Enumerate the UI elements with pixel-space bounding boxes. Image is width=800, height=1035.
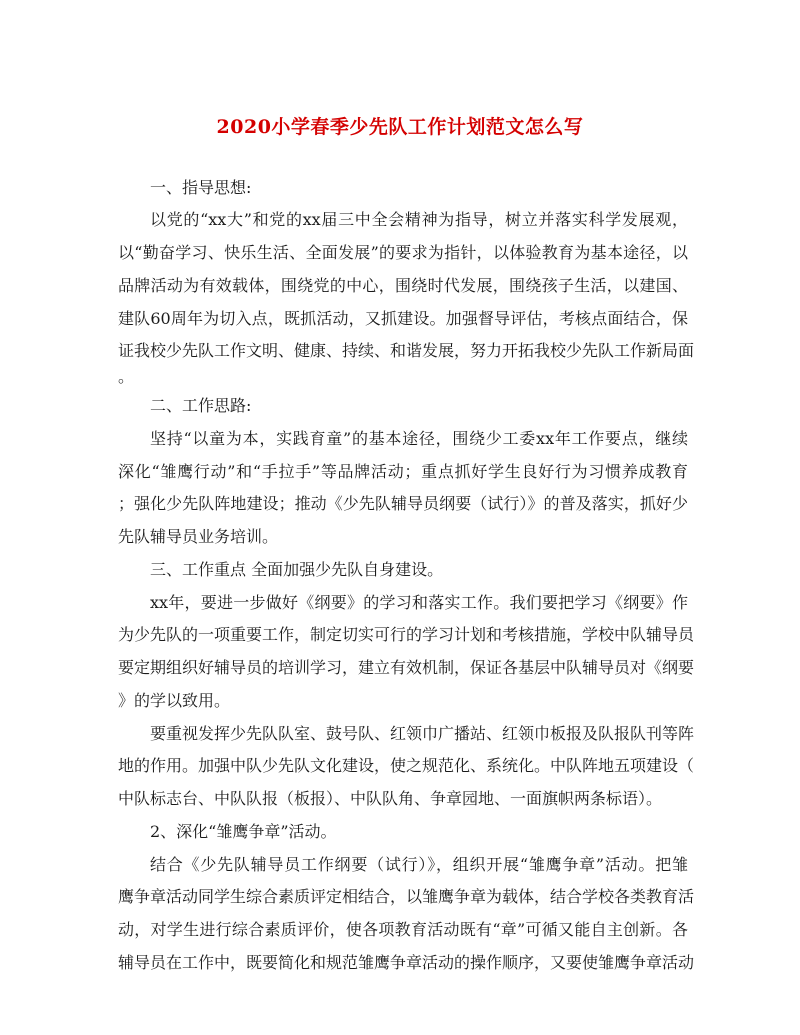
paragraph-line: 以“勤奋学习、快乐生活、全面发展”的要求为指针，以体验教育为基本途径，以 [118,243,688,262]
paragraph-line: 深化“雏鹰行动”和“手拉手”等品牌活动；重点抓好学生良好行为习惯养成教育 [118,462,688,481]
paragraph-line: 坚持“以童为本，实践育童”的基本途径，围绕少工委xx年工作要点，继续 [150,429,688,448]
document-title: 2020小学春季少先队工作计划范文怎么写 [216,116,584,138]
section-heading-2: 二、工作思路: [150,396,252,415]
paragraph-line: xx年，要进一步做好《纲要》的学习和落实工作。我们要把学习《纲要》作 [150,593,688,612]
paragraph-line: 动，对学生进行综合素质评价，使各项教育活动既有“章”可循又能自主创新。各 [118,920,688,939]
paragraph-line: 地的作用。加强中队少先队文化建设，使之规范化、系统化。中队阵地五项建设（ [118,756,695,775]
paragraph-line: 要定期组织好辅导员的培训学习，建立有效机制，保证各基层中队辅导员对《纲要 [118,658,695,677]
paragraph-line: 结合《少先队辅导员工作纲要（试行）》，组织开展“雏鹰争章”活动。把雏 [150,855,688,874]
section-heading-4: 2、深化“雏鹰争章”活动。 [150,822,337,841]
paragraph-line: 建队60周年为切入点，既抓活动，又抓建设。加强督导评估，考核点面结合，保 [118,309,688,328]
paragraph-line: 品牌活动为有效载体，围绕党的中心，围绕时代发展，围绕孩子生活，以建国、 [118,276,688,295]
paragraph-line: 为少先队的一项重要工作，制定切实可行的学习计划和考核措施，学校中队辅导员 [118,625,695,644]
paragraph-line: ；强化少先队阵地建设；推动《少先队辅导员纲要（试行）》的普及落实，抓好少 [118,494,688,513]
paragraph-line: 辅导员在工作中，既要简化和规范雏鹰争章活动的操作顺序，又要使雏鹰争章活动 [118,953,695,972]
paragraph-line: 证我校少先队工作文明、健康、持续、和谐发展，努力开拓我校少先队工作新局面 [118,341,695,360]
paragraph-line: 》的学以致用。 [118,691,231,710]
paragraph-line: 以党的“xx大”和党的xx届三中全会精神为指导，树立并落实科学发展观， [150,210,688,229]
paragraph-line: 要重视发挥少先队队室、鼓号队、红领巾广播站、红领巾板报及队报队刊等阵 [150,724,695,743]
section-heading-3: 三、工作重点 全面加强少先队自身建设。 [150,560,444,579]
paragraph-line: 鹰争章活动同学生综合素质评定相结合，以雏鹰争章为载体，结合学校各类教育活 [118,887,695,906]
paragraph-line: 先队辅导员业务培训。 [118,527,279,546]
section-heading-1: 一、指导思想: [150,178,252,197]
paragraph-line: 。 [118,367,135,386]
paragraph-line: 中队标志台、中队队报（板报）、中队队角、争章园地、一面旗帜两条标语）。 [118,789,663,808]
